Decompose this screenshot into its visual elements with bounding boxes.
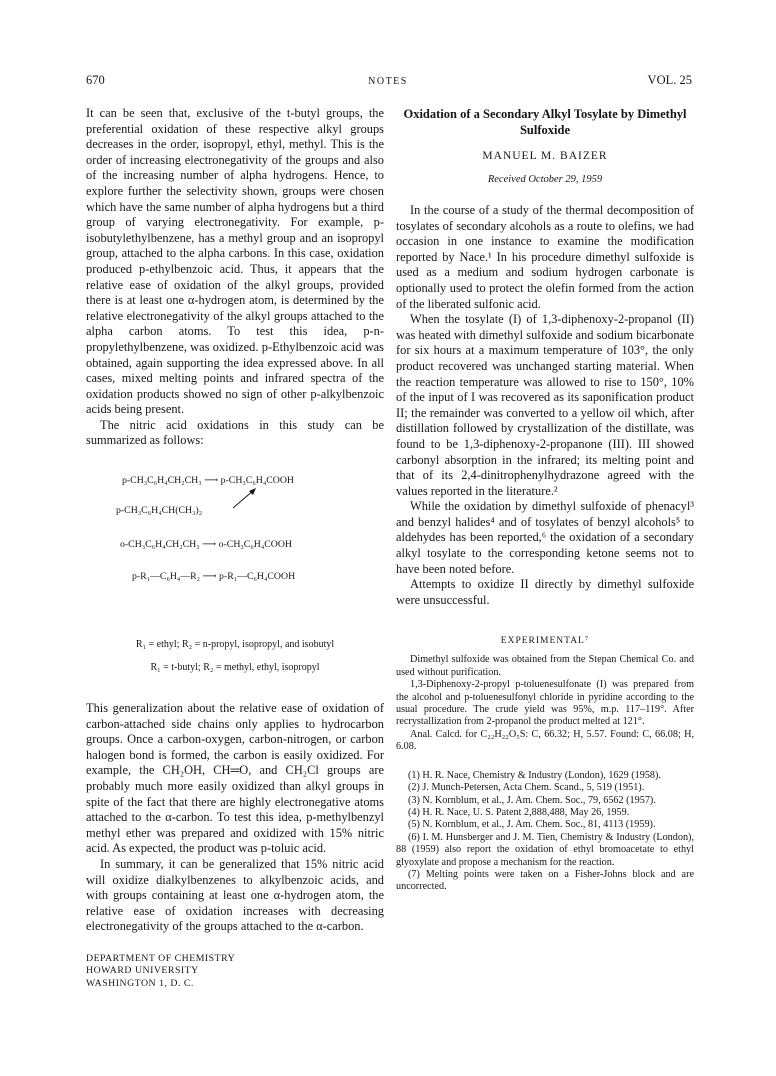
right-paragraph-3: While the oxidation by dimethyl sulfoxide of phenacyl³ and benzyl halides⁴ and of tosylates of benzyl alcohols⁵ to aldehydes has been reported,⁶ the oxidation of a secondary alkyl tosylate to the corresponding ketone seems not to have been noted before.: [396, 499, 694, 576]
footnote: (1) H. R. Nace, Chemistry & Industry (London), 1629 (1958).: [408, 769, 661, 781]
footnote: (4) H. R. Nace, U. S. Patent 2,888,488, May 26, 1959.: [408, 806, 630, 818]
converging-arrow-icon: [232, 487, 258, 509]
right-paragraph-1: In the course of a study of the thermal decomposition of tosylates of secondary alcohols as a route to olefins, we had occasion in one instance to examine the modification reported by Nace.¹ In his procedure dimethyl sulfoxide is used as a medium and sodium hydrogen carbonate is optionally used to protect the olefin formed from the action of the liberated sulfonic acid.: [396, 203, 694, 311]
footnote: (3) N. Kornblum, et al., J. Am. Chem. Soc., 79, 6562 (1957).: [408, 794, 656, 806]
experimental-heading: EXPERIMENTAL⁷: [500, 636, 590, 647]
page-number: 670: [86, 73, 105, 87]
address-line-1: DEPARTMENT OF CHEMISTRY: [86, 952, 236, 964]
right-paragraph-2: When the tosylate (I) of 1,3-diphenoxy-2-propanol (II) was heated with dimethyl sulfoxide and sodium bicarbonate for six hours at a maximum temperature of 103°, the only product recovered was unchanged starting material. When the reaction temperature was allowed to rise to 150°, 10% of the input of I was recovered as its saponification product II; the remainder was converted to a yellow oil which, after distillation followed by crystallization of the distillate, was found to be 1,3-diphenoxy-2-propanone (III). III showed carbonyl absorption in the infrared; its melting point and that of its 2,4-dinitrophenylhydrazone agreed with the values reported in the literature.²: [396, 312, 694, 498]
experimental-section: [396, 654, 694, 753]
address-line-2: HOWARD UNIVERSITY: [86, 965, 199, 977]
section-header: NOTES: [368, 76, 408, 87]
substituent-definitions: [86, 639, 384, 673]
left-paragraph-4: In summary, it can be generalized that 15% nitric acid will oxidize dialkylbenzenes to alkylbenzoic acids, and with groups containing at least one α-hydrogen atom, the relative ease of oxidation increases with decreasing electronegativity of the groups attached to the α-carbon.: [86, 857, 384, 934]
received-date: Received October 29, 1959: [487, 174, 603, 185]
reaction-3: p-R₁—C₆H₄—R₂ ⟶ p-R₁—C₆H₄COOH: [132, 571, 296, 583]
footnote: (5) N. Kornblum, et al., J. Am. Chem. Soc., 81, 4113 (1959).: [408, 819, 656, 831]
footnote: (7) Melting points were taken on a Fisher-Johns block and are uncorrected.: [396, 868, 694, 893]
footnote: (6) I. M. Hunsberger and J. M. Tien, Chemistry & Industry (London), 88 (1959) also report the oxidation of ethyl bromoacetate to ethyl glyoxylate and propose a mechanism for the reaction.: [396, 831, 694, 868]
left-paragraph-2: The nitric acid oxidations in this study can be summarized as follows:: [86, 417, 384, 448]
left-paragraph-1: It can be seen that, exclusive of the t-butyl groups, the preferential oxidation of these respective alkyl groups decreases in the order, isopropyl, ethyl, methyl. This is the order of increasing electronegativity of the groups and also of the increasing number of alpha hydrogens. Hence, to explore further the selectivity shown, groups were chosen which have the same number of alpha hydrogens but a third group of varying electronegativity. For example, p-isobutylethylbenzene, has a methyl group and an isopropyl group, attached to the alpha carbons. In this case, oxidation produced p-ethylbenzoic acid. Thus, it appears that the relative ease of oxidation of the alkyl groups, provided there is at least one α-hydrogen atom, is determined by the relative electronegativity of the alkyl groups attached to the alpha carbon atoms. To test this idea, p-n-propylethylbenzene, was oxidized. p-Ethylbenzoic acid was obtained, again supporting the idea expressed above. In all cases, mixed melting points and infrared spectra of the oxidation products showed no sign of other p-alkylbenzoic acids being present.: [86, 106, 384, 417]
footnotes: [396, 770, 694, 894]
left-paragraph-3: This generalization about the relative ease of oxidation of carbon-attached side chains only applies to hydrocarbon groups. Once a carbon-oxygen, carbon-nitrogen, or carbon halogen bond is formed, the carbon is easily oxidized. For example, the CH₂OH, CH═O, and CH₂Cl groups are probably much more easily oxidized than alkyl groups in spite of the fact that there are highly electronegative atoms attached to the α-carbon. To test this idea, p-methylbenzyl methyl ether was prepared and oxidized with 15% nitric acid. As expected, the product was p-toluic acid.: [86, 701, 384, 856]
reaction-1a: p-CH₃C₆H₄CH₂CH₃ ⟶ p-CH₃C₆H₄COOH: [122, 475, 295, 487]
substituent-definition-2: R₁ = t-butyl; R₂ = methyl, ethyl, isopropyl: [150, 662, 320, 674]
right-paragraph-4: Attempts to oxidize II directly by dimethyl sulfoxide were unsuccessful.: [396, 577, 694, 607]
reaction-2: o-CH₃C₆H₄CH₂CH₃ ⟶ o-CH₃C₆H₄COOH: [120, 539, 293, 551]
article-author: MANUEL M. BAIZER: [482, 150, 608, 162]
author-address: [86, 953, 384, 991]
substituent-definition-1: R₁ = ethyl; R₂ = n-propyl, isopropyl, and isobutyl: [135, 639, 335, 651]
experimental-paragraph-3: Anal. Calcd. for C₂₂H₂₂O₅S: C, 66.32; H, 5.57. Found: C, 66.08; H, 6.08.: [396, 728, 694, 753]
footnote: (2) J. Munch-Petersen, Acta Chem. Scand., 5, 519 (1951).: [408, 782, 645, 794]
right-column: [396, 106, 694, 894]
volume-label: VOL. 25: [647, 73, 692, 87]
experimental-paragraph-2: 1,3-Diphenoxy-2-propyl p-toluenesulfonate (I) was prepared from the alcohol and p-toluenesulfonyl chloride in pyridine according to the usual procedure. The crude yield was 95%, m.p. 117–119°. After recrystallization from 2-propanol the product melted at 121°.: [396, 679, 694, 728]
address-line-3: WASHINGTON 1, D. C.: [86, 977, 194, 989]
reaction-1b: p-CH₃C₆H₄CH(CH₃)₂: [116, 505, 203, 517]
article-title: Oxidation of a Secondary Alkyl Tosylate by Dimethyl Sulfoxide: [403, 107, 687, 137]
reaction-scheme: [86, 471, 384, 621]
left-column: [86, 106, 384, 990]
experimental-paragraph-1: Dimethyl sulfoxide was obtained from the Stepan Chemical Co. and used without purification.: [396, 654, 694, 678]
